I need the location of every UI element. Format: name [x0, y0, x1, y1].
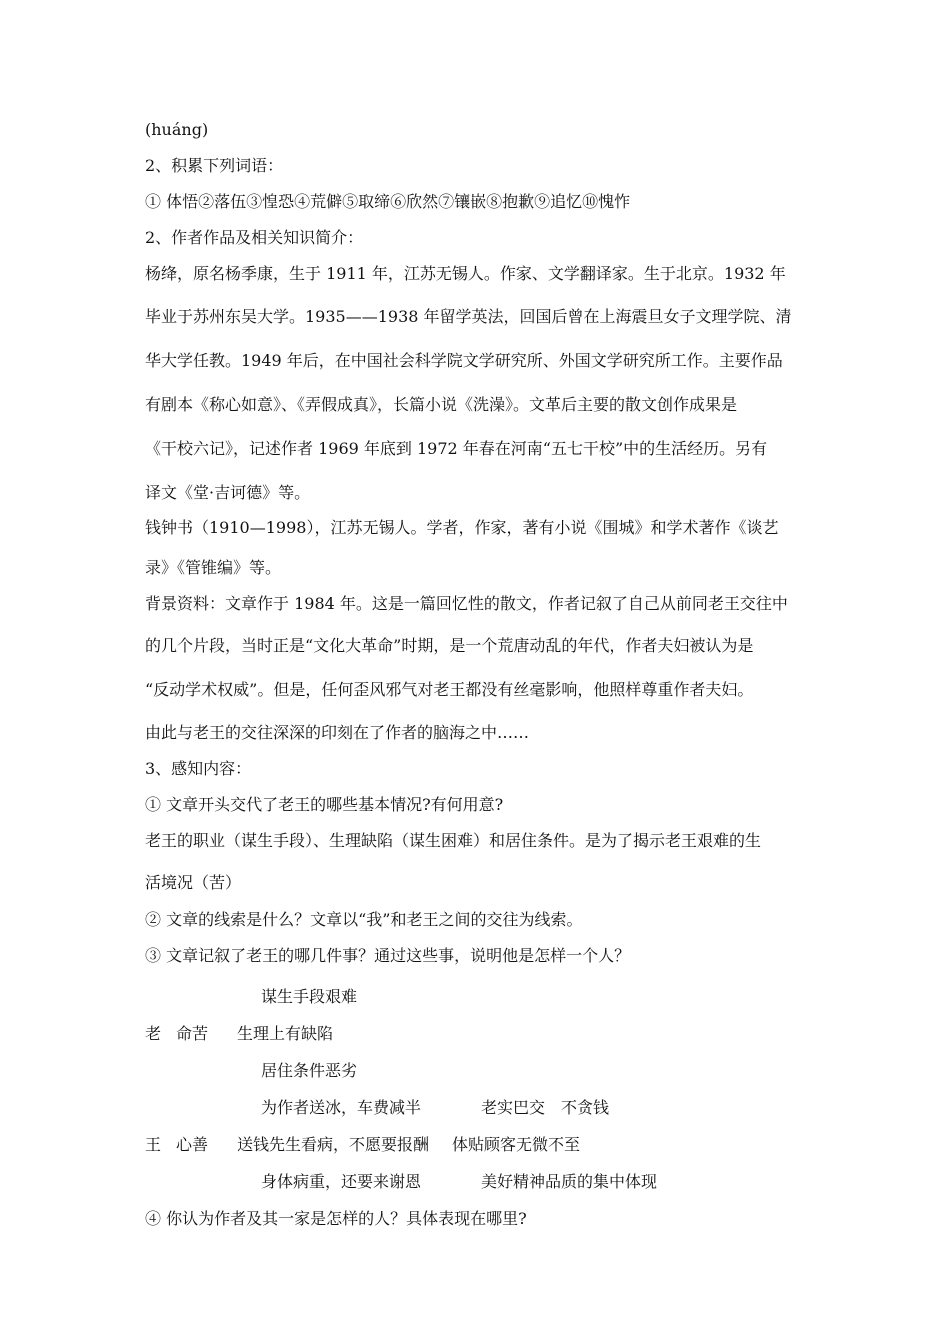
outline-item: 谋生手段艰难: [261, 987, 358, 1006]
text-line: 背景资料：文章作于 1984 年。这是一篇回忆性的散文，作者记叙了自己从前同老王交往中: [145, 594, 788, 613]
text-line: 活境况（苦）: [145, 873, 242, 892]
outline-lao: 老: [145, 1024, 162, 1043]
question-1: ① 文章开头交代了老王的哪些基本情况?有何用意?: [145, 795, 504, 814]
text-line: 译文《堂·吉诃德》等。: [145, 483, 311, 502]
outline-item: 身体病重，还要来谢恩: [261, 1172, 422, 1191]
text-line: 由此与老王的交往深深的印刻在了作者的脑海之中……: [145, 723, 530, 742]
text-line: 老王的职业（谋生手段）、生理缺陷（谋生困难）和居住条件。是为了揭示老王艰难的生: [145, 831, 762, 850]
vocab-heading: 2、积累下列词语：: [145, 156, 284, 175]
background-paragraph: [145, 594, 815, 759]
outline-item: 居住条件恶劣: [261, 1061, 358, 1080]
outline-xin-shan: 心善: [176, 1135, 209, 1154]
text-line: “反动学术权威”。但是，任何歪风邪气对老王都没有丝毫影响，他照样尊重作者夫妇。: [145, 680, 754, 699]
outline-wang: 王: [145, 1135, 162, 1154]
author-heading: 2、作者作品及相关知识简介：: [145, 228, 364, 247]
question-3: ③ 文章记叙了老王的哪几件事？通过这些事，说明他是怎样一个人？: [145, 946, 631, 965]
outline-item: 送钱先生看病，不愿要报酬: [237, 1135, 430, 1154]
outline-eval: 体贴顾客无微不至: [452, 1135, 581, 1154]
pinyin-note: (huáng): [145, 120, 209, 139]
yang-jiang-paragraph: [145, 264, 815, 518]
text-line: 有剧本《称心如意》、《弄假成真》，长篇小说《洗澡》。文革后主要的散文创作成果是: [145, 395, 738, 414]
outline-item: 生理上有缺陷: [237, 1024, 334, 1043]
qian-zhongshu-paragraph: [145, 518, 815, 594]
perceive-heading: 3、感知内容：: [145, 759, 252, 778]
outline-diagram: [145, 987, 815, 1209]
vocab-list: ① 体悟②落伍③惶恐④荒僻⑤取缔⑥欣然⑦镶嵌⑧抱歉⑨追忆⑩愧怍: [145, 192, 631, 211]
text-line: 钱钟书（1910—1998），江苏无锡人。学者，作家，著有小说《围城》和学术著作《谈艺: [145, 518, 779, 537]
question-2: ② 文章的线索是什么？文章以“我”和老王之间的交往为线索。: [145, 910, 583, 929]
text-line: 华大学任教。1949 年后，在中国社会科学院文学研究所、外国文学研究所工作。主要作品: [145, 351, 783, 370]
question-4: ④ 你认为作者及其一家是怎样的人？具体表现在哪里?: [145, 1209, 527, 1228]
text-line: 杨绛，原名杨季康，生于 1911 年，江苏无锡人。作家、文学翻译家。生于北京。1932 年: [145, 264, 786, 283]
document-page: [145, 120, 815, 1245]
text-line: 《干校六记》，记述作者 1969 年底到 1972 年春在河南“五七干校”中的生活经历。另有: [145, 439, 768, 458]
text-line: 的几个片段，当时正是“文化大革命”时期，是一个荒唐动乱的年代，作者夫妇被认为是: [145, 636, 754, 655]
outline-eval: 老实巴交 不贪钱: [481, 1098, 610, 1117]
text-line: 录》《管锥编》等。: [145, 558, 282, 577]
answer-1: [145, 831, 815, 910]
text-line: 毕业于苏州东吴大学。1935——1938 年留学英法，回国后曾在上海震旦女子文理学院、清: [145, 307, 792, 326]
outline-eval: 美好精神品质的集中体现: [481, 1172, 658, 1191]
outline-ming-ku: 命苦: [176, 1024, 209, 1043]
outline-item: 为作者送冰，车费减半: [261, 1098, 422, 1117]
